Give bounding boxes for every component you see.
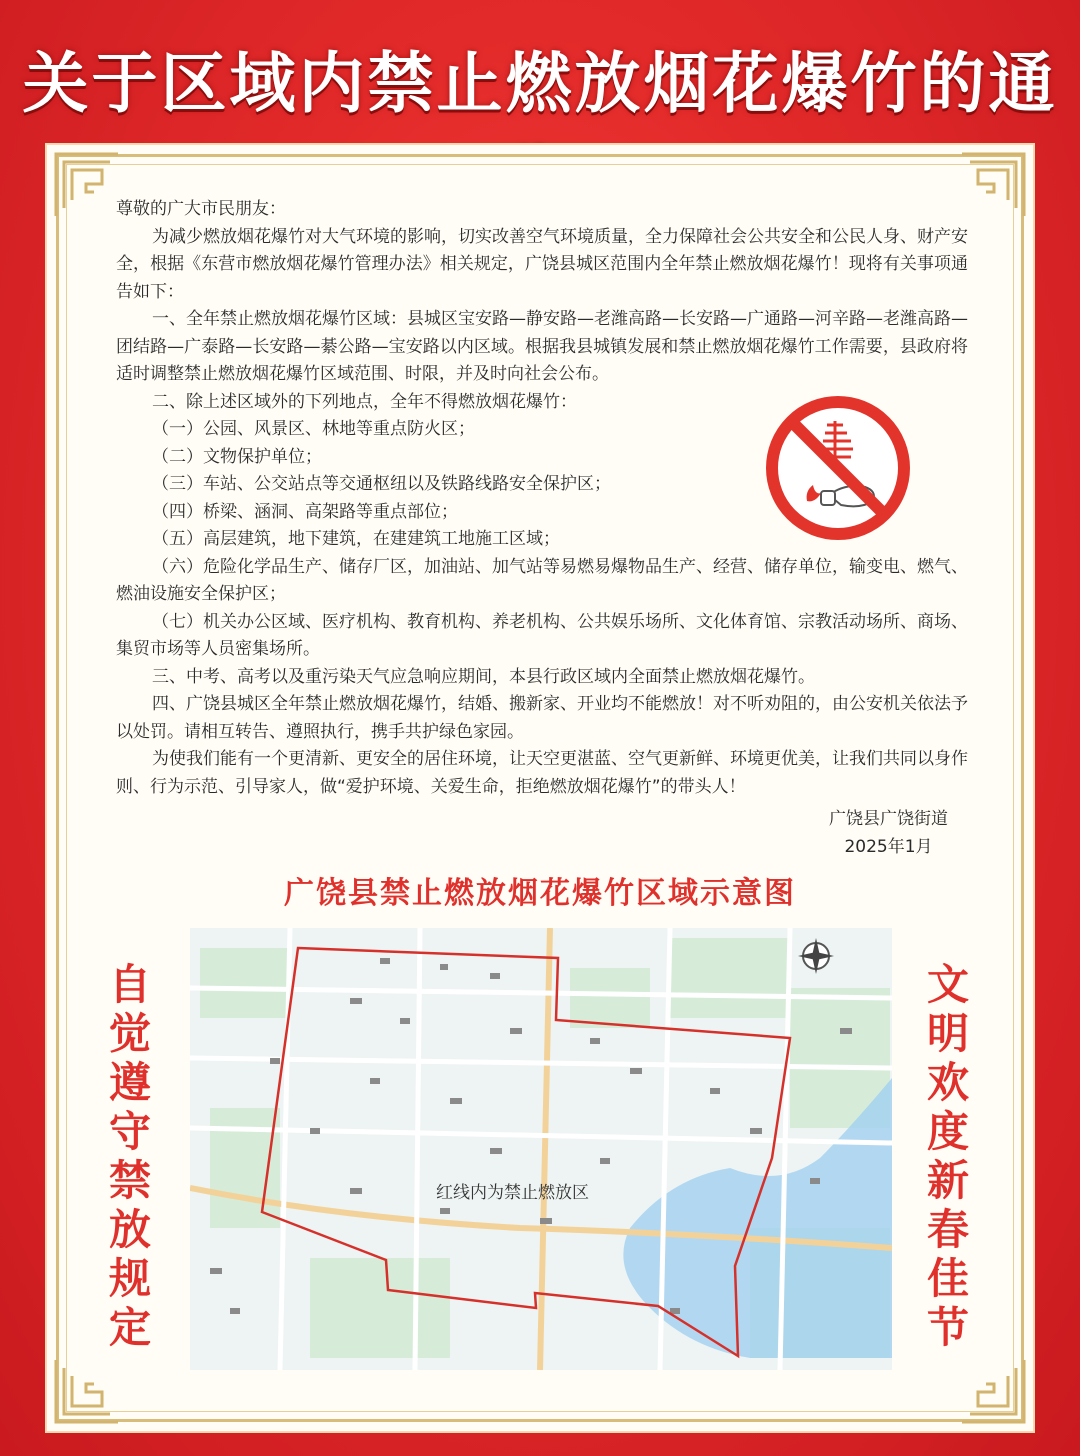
intro-paragraph: 为减少燃放烟花爆竹对大气环境的影响，切实改善空气环境质量，全力保障社会公共安全和公民人身、财产安全，根据《东营市燃放烟花爆竹管理办法》相关规定，广饶县城区范围内全年禁止燃放烟花爆竹！现将有关事项通告如下： bbox=[116, 226, 968, 302]
signer: 广饶县广饶街道 bbox=[829, 809, 948, 829]
issue-date: 2025年1月 bbox=[844, 837, 933, 857]
slogan-char: 文 bbox=[926, 960, 969, 1009]
section-2: 二、除上述区域外的下列地点，全年不得燃放烟花爆竹： bbox=[152, 391, 577, 412]
list-item: （四）桥梁、涵洞、高架路等重点部位； bbox=[152, 501, 458, 522]
greeting: 尊敬的广大市民朋友： bbox=[116, 199, 286, 219]
list-item: （一）公园、风景区、林地等重点防火区； bbox=[152, 419, 475, 439]
page-title: 关于区域内禁止燃放烟花爆竹的通 bbox=[22, 45, 1058, 122]
slogan-char: 觉 bbox=[108, 1009, 151, 1058]
corner-ornament-icon bbox=[958, 150, 1028, 220]
list-item: （六）危险化学品生产、储存厂区，加油站、加气站等易燃易爆物品生产、经营、储存单位，输变电、燃气、燃油设施安全保护区； bbox=[116, 556, 968, 604]
slogan-char: 新 bbox=[926, 1156, 969, 1205]
slogan-char: 欢 bbox=[926, 1058, 969, 1107]
section-4: 四、广饶县城区全年禁止燃放烟花爆竹，结婚、搬新家、开业均不能燃放！对不听劝阻的，由公安机关依法予以处罚。请相互转告、遵照执行，携手共护绿色家园。 bbox=[116, 694, 968, 742]
slogan-char: 放 bbox=[108, 1205, 151, 1254]
section-1: 一、全年禁止燃放烟花爆竹区域：县城区宝安路—静安路—老潍高路—长安路—广通路—河辛路—老潍高路—团结路—广泰路—长安路—綦公路—宝安路以内区域。根据我县城镇发展和禁止燃放烟花爆竹工作需要，县政府将适时调整禁止燃放烟花爆竹区域范围、时限，并及时向社会公布。 bbox=[116, 309, 968, 384]
slogan-char: 自 bbox=[108, 960, 151, 1009]
slogan-char: 规 bbox=[108, 1254, 151, 1303]
corner-ornament-icon bbox=[958, 1356, 1028, 1426]
slogan-char: 度 bbox=[926, 1107, 969, 1156]
corner-ornament-icon bbox=[52, 1356, 122, 1426]
signature-block bbox=[829, 805, 948, 861]
list-item: （五）高层建筑，地下建筑，在建建筑工地施工区域； bbox=[152, 529, 560, 549]
slogan-char: 佳 bbox=[926, 1254, 969, 1303]
side-slogan-right bbox=[918, 960, 978, 1352]
zone-map bbox=[190, 928, 892, 1370]
corner-ornament-icon bbox=[52, 150, 122, 220]
list-item: （七）机关办公区域、医疗机构、教育机构、养老机构、公共娱乐场所、文化体育馆、宗教活动场所、商场、集贸市场等人员密集场所。 bbox=[116, 611, 968, 659]
slogan-char: 守 bbox=[108, 1107, 151, 1156]
slogan-char: 定 bbox=[108, 1303, 151, 1352]
closing-paragraph: 为使我们能有一个更清新、更安全的居住环境，让天空更湛蓝、空气更新鲜、环境更优美，让我们共同以身作则、行为示范、引导家人，做“爱护环境、关爱生命，拒绝燃放烟花爆竹”的带头人！ bbox=[116, 749, 968, 797]
list-item: （二）文物保护单位； bbox=[152, 446, 322, 467]
no-fireworks-icon bbox=[765, 395, 911, 541]
side-slogan-left bbox=[100, 960, 160, 1352]
map-title: 广饶县禁止燃放烟花爆竹区域示意图 bbox=[284, 876, 796, 911]
section-3: 三、中考、高考以及重污染天气应急响应期间，本县行政区域内全面禁止燃放烟花爆竹。 bbox=[152, 666, 815, 687]
list-item: （三）车站、公交站点等交通枢纽以及铁路线路安全保护区； bbox=[152, 474, 611, 494]
slogan-char: 明 bbox=[926, 1009, 969, 1058]
slogan-char: 禁 bbox=[108, 1156, 151, 1205]
slogan-char: 节 bbox=[926, 1303, 969, 1352]
zone-label: 红线内为禁止燃放区 bbox=[436, 1183, 589, 1203]
slogan-char: 春 bbox=[926, 1205, 969, 1254]
slogan-char: 遵 bbox=[108, 1058, 151, 1107]
